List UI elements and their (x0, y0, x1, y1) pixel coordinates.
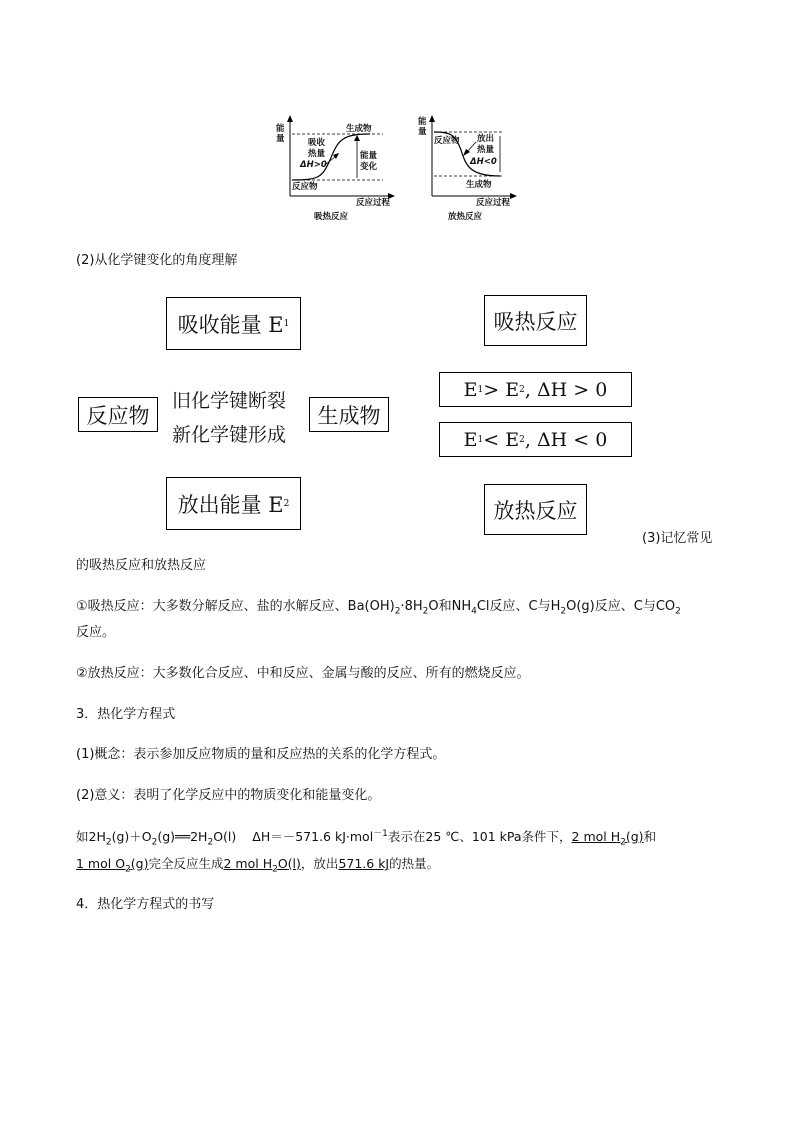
exo-cond-e: E (463, 428, 478, 451)
eq-complete-reaction: 完全反应生成 (148, 856, 224, 871)
eq-part-a: 如2H (76, 829, 106, 844)
heading-4: 4．热化学方程式的书写 (76, 897, 215, 912)
endo-sub-1: 2 (394, 606, 401, 617)
endothermic-reaction-label: 吸热反应 (493, 309, 578, 334)
endothermic-reaction-box (484, 295, 587, 346)
graph1-xlabel: 反应过程 (356, 198, 391, 208)
graph1-caption: 吸热反应 (314, 212, 349, 222)
reactant-box (78, 397, 158, 432)
eq-h2-amount: 2 mol H (571, 829, 621, 844)
eq-part-d: O(l) (213, 829, 237, 844)
exo-cond-dh: , ΔH < 0 (524, 428, 608, 451)
eq-underline-h2 (571, 829, 644, 848)
graph1-absorb-label-1: 吸收 (308, 138, 326, 148)
break-old-bonds-label: 旧化学键断裂 (172, 390, 287, 412)
eq-part-c: (g)══2H (157, 829, 208, 844)
section3-heading-a: (3)记忆常见 (642, 531, 713, 546)
heading-3: 3．热化学方程式 (76, 707, 176, 722)
form-new-bonds-label: 新化学键形成 (172, 424, 287, 446)
endo-sub-2: 2 (422, 606, 429, 617)
example-line-2 (76, 855, 439, 873)
graph2-delta-h: ΔH<0 (470, 157, 497, 167)
product-label: 生成物 (317, 403, 381, 428)
endo-sub-4: 2 (560, 606, 567, 617)
release-energy-box: 放出能量 E 2 (166, 477, 301, 530)
graph2-reactant-label: 反应物 (434, 136, 460, 146)
reactant-label: 反应物 (86, 403, 150, 428)
eq-h2-state: (g) (625, 829, 644, 844)
eq-h2o-amount: 2 mol H (223, 856, 273, 871)
graph2-product-label: 生成物 (466, 180, 492, 190)
eq-heat-value: 571.6 kJ (338, 856, 390, 871)
eq-heat-suffix: 的热量。 (389, 856, 440, 871)
endothermic-list (76, 598, 681, 616)
section2-heading: (2)从化学键变化的角度理解 (76, 253, 238, 268)
eq-condition-text: 表示在25 ℃、101 kPa条件下， (387, 829, 572, 844)
eq-and: 和 (643, 829, 657, 844)
endo-text-1: ①吸热反应：大多数分解反应、盐的水解反应、Ba(OH) (76, 599, 395, 614)
exothermic-reaction-label: 放热反应 (493, 498, 578, 523)
eq-release: ，放出 (300, 856, 339, 871)
graph1-product-label: 生成物 (346, 124, 372, 134)
endo-cond-dh: , ΔH > 0 (524, 378, 608, 401)
endothermic-list-line2: 反应。 (76, 625, 116, 640)
eq-o2-state: (g) (130, 856, 149, 871)
exo-cond-lt: < E (483, 428, 520, 451)
exothermic-reaction-box (484, 484, 587, 535)
eq-sub-c: 2 (207, 837, 214, 848)
meaning-paragraph: (2)意义：表明了化学反应中的物质变化和能量变化。 (76, 788, 381, 803)
eq-sub-g: 2 (620, 837, 626, 848)
section3-heading-b: 的吸热反应和放热反应 (76, 558, 207, 573)
eq-sub-k: 2 (272, 864, 278, 875)
release-energy-label: 放出能量 E (177, 492, 284, 517)
eq-sup-e: －1 (373, 828, 388, 839)
graph1-delta-h: ΔH>0 (300, 160, 327, 170)
graph2-caption: 放热反应 (448, 212, 483, 222)
graph1-reactant-label: 反应物 (292, 182, 318, 192)
graph1-energy-change-2: 变化 (360, 162, 378, 172)
graph1-energy-change-1: 能量 (360, 151, 378, 161)
eq-underline-o2 (76, 856, 149, 875)
endo-cond-gt: > E (483, 378, 520, 401)
endothermic-condition-box: E 1 > E 2 , ΔH > 0 (439, 372, 632, 407)
graph2-release-label-2: 热量 (477, 145, 495, 155)
product-box (309, 397, 389, 432)
eq-sub-i: 2 (125, 864, 131, 875)
graph2-release-label-1: 放出 (477, 134, 495, 144)
graph2-ylabel-1: 能 (418, 117, 427, 127)
graph1-absorb-label-2: 热量 (308, 149, 326, 159)
eq-underline-h2o (223, 856, 301, 875)
graph2-xlabel: 反应过程 (476, 198, 511, 208)
exothermic-condition-box: E 1 < E 2 , ΔH < 0 (439, 422, 632, 457)
graph1-ylabel-1: 能 (276, 124, 285, 134)
endo-text-4: Cl反应、C与H (476, 599, 561, 614)
concept-paragraph: (1)概念：表示参加反应物质的量和反应热的关系的化学方程式。 (76, 747, 446, 762)
eq-sub-b: 2 (151, 837, 158, 848)
endo-sub-5: 2 (675, 606, 681, 617)
eq-part-b: (g)＋O (111, 829, 152, 844)
eq-h2o-state: O(l) (277, 856, 301, 871)
exothermic-list: ②放热反应：大多数化合反应、中和反应、金属与酸的反应、所有的燃烧反应。 (76, 666, 530, 681)
example-line-1 (76, 828, 656, 846)
endo-cond-e: E (463, 378, 478, 401)
endo-sub-3: 4 (471, 606, 477, 617)
endo-text-5: O(g)反应、C与CO (566, 599, 676, 614)
eq-sub-a: 2 (105, 837, 112, 848)
endo-text-3: O和NH (428, 599, 472, 614)
graph2-ylabel-2: 量 (418, 127, 427, 137)
eq-delta-h: ΔH＝－571.6 kJ·mol (252, 829, 374, 844)
endo-text-2: ·8H (400, 599, 423, 614)
graph1-ylabel-2: 量 (276, 134, 285, 144)
eq-o2-amount: 1 mol O (76, 856, 126, 871)
absorb-energy-box: 吸收能量 E 1 (166, 297, 301, 350)
absorb-energy-label: 吸收能量 E (177, 312, 284, 337)
